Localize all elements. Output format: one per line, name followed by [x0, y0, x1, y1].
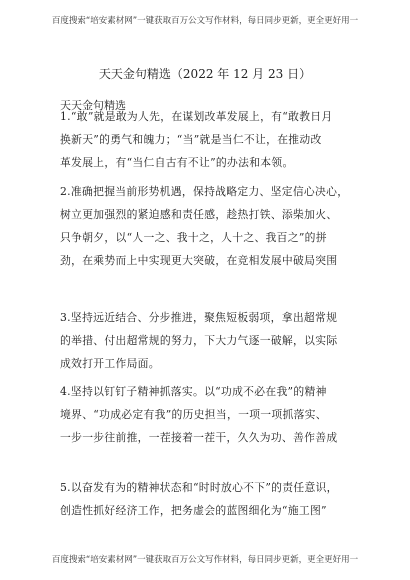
paragraph-line: 一步一步往前推，一茬接着一茬干，久久为功、善作善成: [60, 431, 338, 444]
page-footer: 百度搜索“培安素材网”一键获取百万公文写作材料，每日同步更新，更全更好用一: [51, 555, 359, 565]
paragraph-line: 劲，在乘势而上中实现更大突破，在竞相发展中破局突围: [60, 254, 338, 267]
paragraph-line: 的举措、付出超常规的努力，下大力气逐一破解，以实际: [60, 334, 338, 347]
paragraph-line: 只争朝夕，以“人一之、我十之，人十之、我百之”的拼: [60, 231, 327, 244]
paragraph-line: 境界、“功成必定有我”的历史担当，一项一项抓落实、: [60, 408, 327, 421]
paragraph-2: [60, 180, 360, 272]
paragraph-line: 2.准确把握当前形势机遇，保持战略定力、坚定信心决心，: [60, 185, 349, 198]
paragraph-line: 革发展上，有“当仁自古有不让”的办法和本领。: [60, 156, 294, 169]
page-header: 百度搜索“培安素材网”一键获取百万公文写作材料，每日同步更新，更全更好用一: [51, 16, 359, 26]
paragraph-3: [60, 306, 360, 375]
paragraph-line: 1.“敢”就是敢为人先，在谋划改革发展上，有“敢教日月: [60, 110, 333, 123]
paragraph-line: 3.坚持远近结合、分步推进，聚焦短板弱项，拿出超常规: [60, 311, 338, 324]
paragraph-5: [60, 476, 360, 522]
paragraph-line: 成效打开工作局面。: [60, 357, 160, 370]
document-title: 天天金句精选（2022 年 12 月 23 日）: [98, 67, 312, 81]
paragraph-line: 树立更加强烈的紧迫感和责任感，趁热打铁、添柴加火、: [60, 208, 338, 221]
paragraph-line: 5.以奋发有为的精神状态和“时时放心不下”的责任意识，: [60, 481, 338, 494]
paragraph-4: [60, 380, 360, 449]
paragraph-line: 4.坚持以钉钉子精神抓落实。以“功成不必在我”的精神: [60, 385, 327, 398]
paragraph-1: [60, 105, 360, 174]
paragraph-line: 创造性抓好经济工作，把务虚会的蓝图细化为“施工图”: [60, 504, 327, 517]
section-subtitle: 天天金句精选: [60, 99, 126, 112]
paragraph-line: 换新天”的勇气和魄力；“当”就是当仁不让，在推动改: [60, 133, 322, 146]
